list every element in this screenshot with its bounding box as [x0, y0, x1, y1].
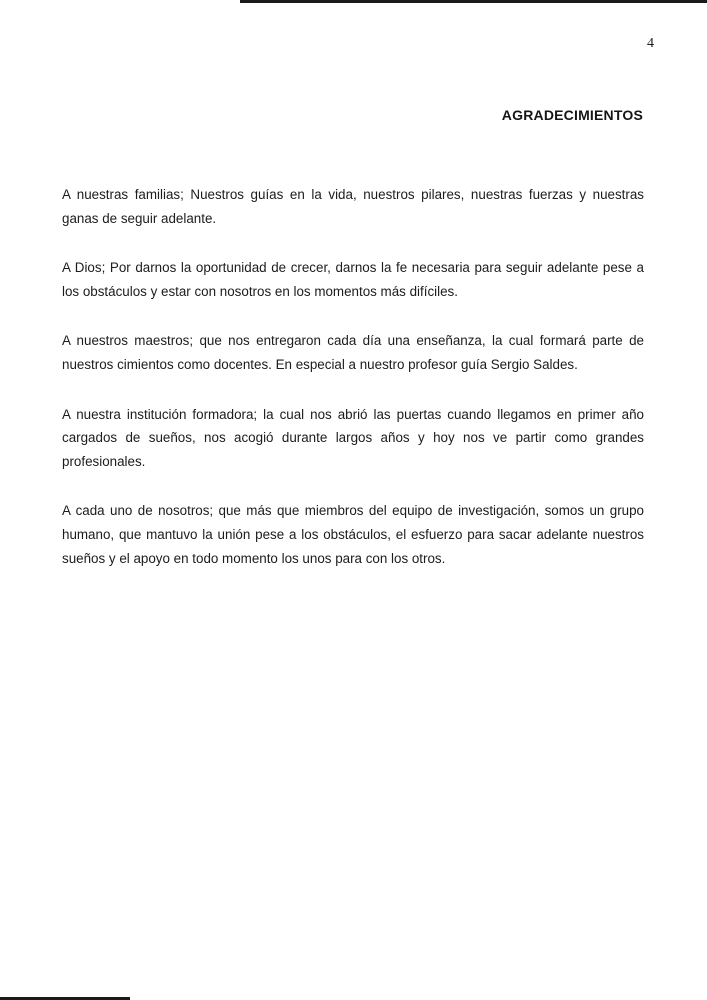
paragraph-families: A nuestras familias; Nuestros guías en la vida, nuestros pilares, nuestras fuerzas y nuestras ganas de seguir adelante.: [62, 187, 644, 226]
page-heading: AGRADECIMIENTOS: [501, 107, 643, 123]
paragraph-god: A Dios; Por darnos la oportunidad de crecer, darnos la fe necesaria para seguir adelante pese a los obstáculos y estar con nosotros en los momentos más difíciles.: [62, 260, 644, 299]
paragraph-teachers: A nuestros maestros; que nos entregaron cada día una enseñanza, la cual formará parte de nuestros cimientos como docentes. En especial a nuestro profesor guía Sergio Saldes.: [62, 333, 644, 372]
paragraph-institution: A nuestra institución formadora; la cual nos abrió las puertas cuando llegamos en primer año cargados de sueños, nos acogió durante largos años y hoy nos ve partir como grandes profesionales.: [62, 406, 644, 469]
scan-edge-top: [240, 0, 707, 3]
paragraph-team: A cada uno de nosotros; que más que miembros del equipo de investigación, somos un grupo humano, que mantuvo la unión pese a los obstáculos, el esfuerzo para sacar adelante nuestros sueños y el apoyo en todo momento los unos para con los otros.: [62, 503, 644, 566]
page-number: 4: [647, 36, 654, 51]
acknowledgements-body: [62, 183, 644, 570]
